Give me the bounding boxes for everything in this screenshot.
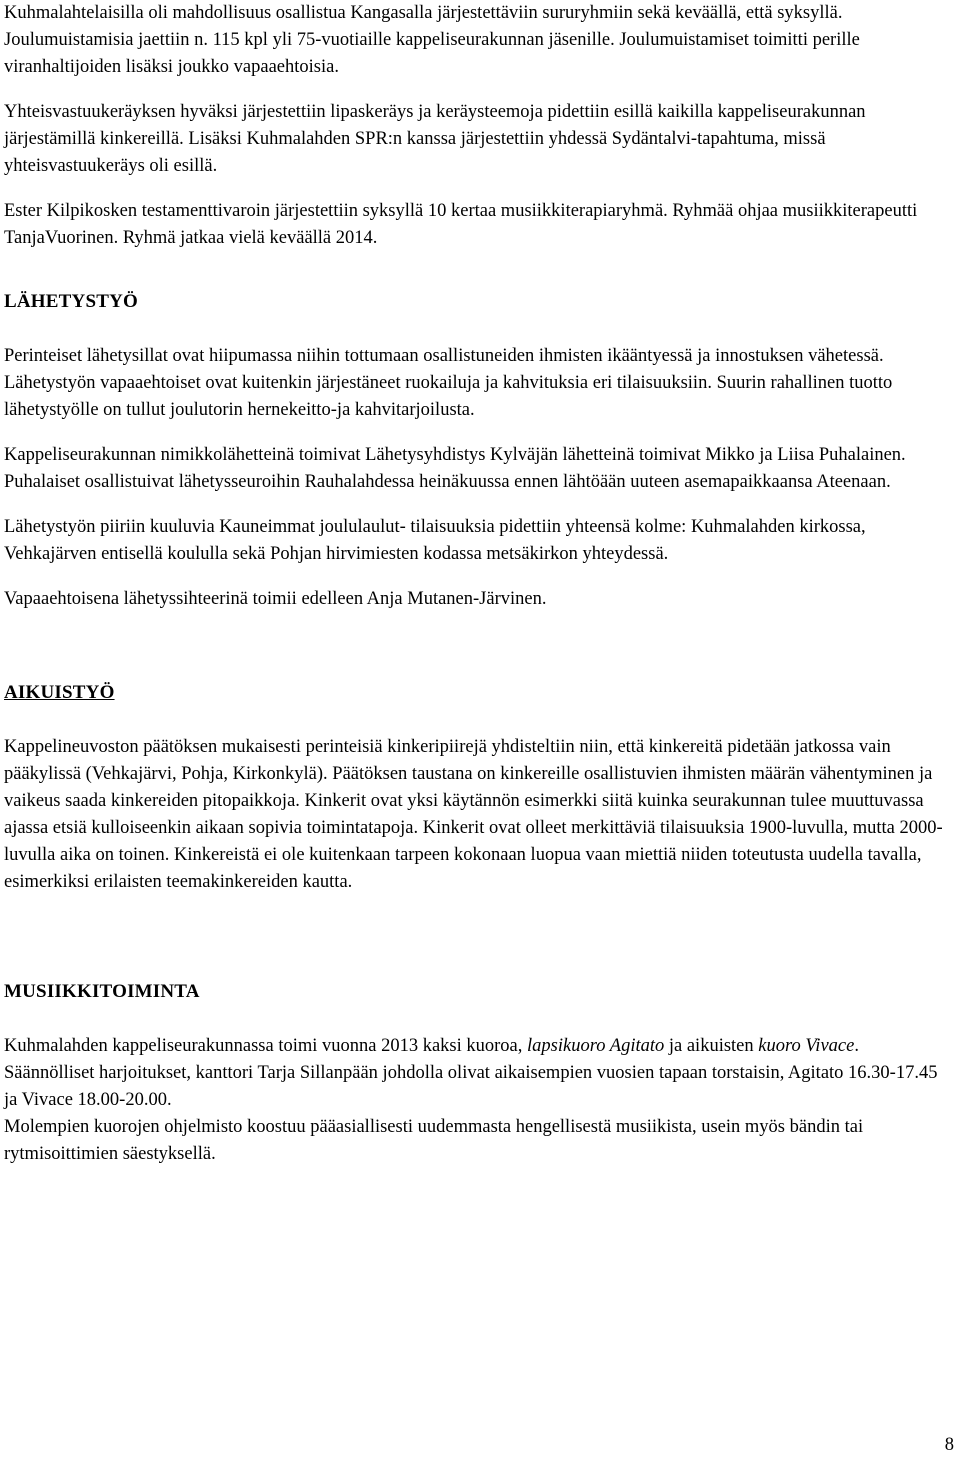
heading-lahetystyo: LÄHETYSTYÖ — [4, 291, 138, 312]
paragraph-musiikkiterapia: Ester Kilpikosken testamenttivaroin järjestettiin syksyllä 10 kertaa musiikkiterapiaryhmä. Ryhmää ohjaa musiikkiterapeutti TanjaVuorinen. Ryhmä jatkaa vielä keväällä 2014. — [4, 201, 918, 248]
paragraph-lahetyssihteeri: Vapaaehtoisena lähetyssihteerinä toimii edelleen Anja Mutanen-Järvinen. — [4, 589, 547, 609]
document-page — [4, 0, 954, 1186]
paragraph-ohjelmisto: Molempien kuorojen ohjelmisto koostuu pääasiallisesti uudemmasta hengellisestä musiikista, usein myös bändin tai rytmisoittimien säestyksellä. — [4, 1117, 864, 1164]
heading-musiikkitoiminta: MUSIIKKITOIMINTA — [4, 981, 200, 1002]
paragraph-sururyhmat: Kuhmalahtelaisilla oli mahdollisuus osallistua Kangasalla järjestettäviin sururyhmiin sekä keväällä, että syksyllä. Joulumuistamisia jaettiin n. 115 kpl yli 75-vuotiaille kappeliseurakunnan jäsenille. Joulumuistamiset toimitti perille viranhaltijoiden lisäksi joukko vapaaehtoisia. — [4, 3, 860, 77]
page-number: 8 — [944, 1435, 954, 1455]
paragraph-yhteisvastuu: Yhteisvastuukeräyksen hyväksi järjestettiin lipaskeräys ja keräysteemoja pidettiin esillä kaikilla kappeliseurakunnan järjestämillä kinkereillä. Lisäksi Kuhmalahden SPR:n kanssa järjestettiin yhdessä Sydäntalvi-tapahtuma, missä yhteisvastuukeräys oli esillä. — [4, 102, 866, 176]
lapsikuoro-name: lapsikuoro Agitato — [527, 1036, 665, 1056]
paragraph-kauneimmat-joululaulut: Lähetystyön piiriin kuuluvia Kauneimmat joululaulut- tilaisuuksia pidettiin yhteensä kolme: Kuhmalahden kirkossa, Vehkajärven entisellä koululla sekä Pohjan hirvimiesten kodassa metsäkirkon yhteydessä. — [4, 517, 866, 564]
kuorot-text-b: ja aikuisten — [664, 1036, 759, 1056]
aikuiskuoro-name: kuoro Vivace — [758, 1036, 855, 1056]
paragraph-nimikkolahetit: Kappeliseurakunnan nimikkolähetteinä toimivat Lähetysyhdistys Kylväjän lähetteinä toimivat Mikko ja Liisa Puhalainen. Puhalaiset osallistuivat lähetysseuroihin Rauhalahdessa heinäkuussa ennen lähtöään uuteen asemapaikkaansa Ateenaan. — [4, 445, 906, 492]
paragraph-kinkerit: Kappelineuvoston päätöksen mukaisesti perinteisiä kinkeripiirejä yhdisteltiin niin, että kinkereitä pidetään jatkossa vain pääkylissä (Vehkajärvi, Pohja, Kirkonkylä). Päätöksen taustana on kinkereille osallistuvien ihmisten määrän vähentyminen ja vaikeus saada kinkereiden pitopaikkoja. Kinkerit ovat yksi käytännön esimerkki siitä kuinka seurakunnan tulee muuttuvassa ajassa etsiä kulloiseenkin aikaan sopivia toimintatapoja. Kinkerit ovat olleet merkittäviä tilaisuuksia 1900-luvulla, mutta 2000-luvulla aika on toinen. Kinkereistä ei ole kuitenkaan tarpeen kokonaan luopua vaan miettiä niiden toteutusta uudella tavalla, esimerkiksi erilaisten teemakinkereiden kautta. — [4, 737, 943, 892]
kuorot-text-a: Kuhmalahden kappeliseurakunnassa toimi vuonna 2013 kaksi kuoroa, — [4, 1036, 528, 1056]
heading-aikuistyo: AIKUISTYÖ — [4, 682, 115, 703]
paragraph-lahetysillat: Perinteiset lähetysillat ovat hiipumassa niihin tottumaan osallistuneiden ihmisten ikääntyessä ja innostuksen vähetessä. Lähetystyön vapaaehtoiset ovat kuitenkin järjestäneet ruokailuja ja kahvituksia eri tilaisuuksiin. Suurin rahallinen tuotto lähetystyölle on tullut joulutorin hernekeitto-ja kahvitarjoilusta. — [4, 346, 893, 420]
paragraph-kuorot — [4, 1033, 954, 1114]
kuorot-text-c: . Säännölliset harjoitukset, kanttori Tarja Sillanpään johdolla olivat aikaisempien vuosien tapaan torstaisin, Agitato 16.30-17.45 ja Vivace 18.00-20.00. — [4, 1036, 938, 1110]
